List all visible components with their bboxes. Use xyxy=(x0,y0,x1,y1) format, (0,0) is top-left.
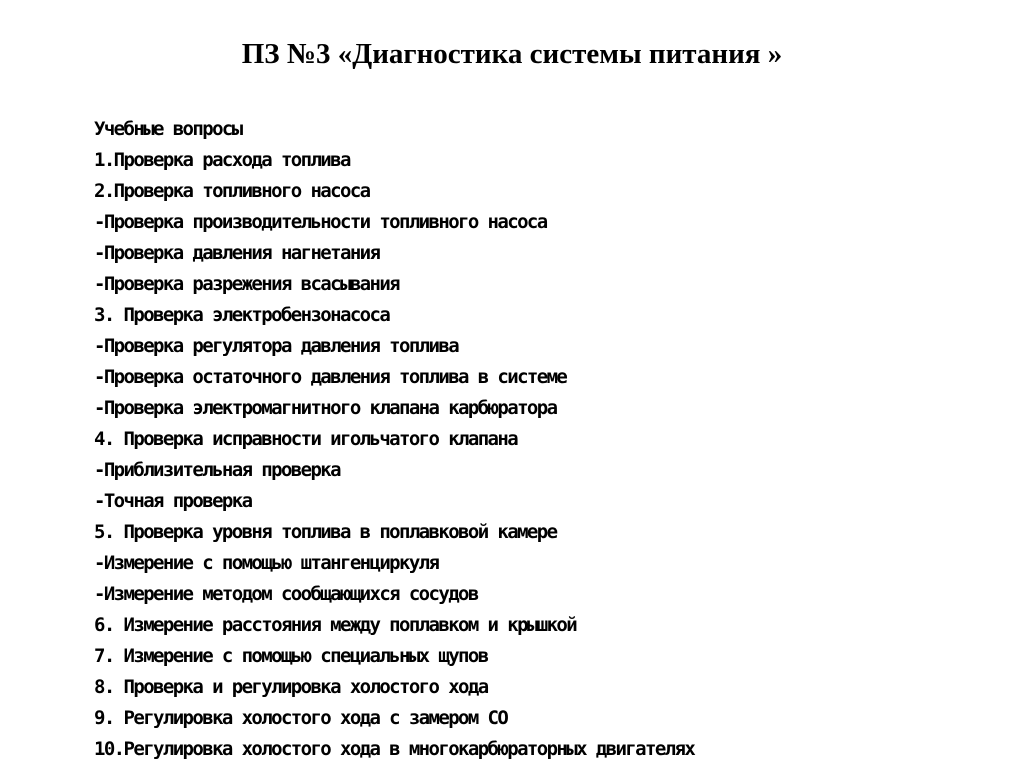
list-item: 3. Проверка электробензонасоса xyxy=(94,304,390,326)
list-item: -Измерение с помощью штангенциркуля xyxy=(94,552,439,574)
list-item: -Проверка разрежения всасывания xyxy=(94,273,400,295)
list-item: 5. Проверка уровня топлива в поплавковой камере xyxy=(94,521,557,543)
list-item: 4. Проверка исправности игольчатого клапана xyxy=(94,428,518,450)
list-item: 1.Проверка расхода топлива xyxy=(94,149,350,171)
list-item: -Приблизительная проверка xyxy=(94,459,340,481)
list-heading: Учебные вопросы xyxy=(94,118,242,140)
list-item: -Проверка производительности топливного насоса xyxy=(94,211,547,233)
list-item: 6. Измерение расстояния между поплавком и крышкой xyxy=(94,614,577,636)
topic-list xyxy=(94,114,994,765)
list-item: -Проверка регулятора давления топлива xyxy=(94,335,459,357)
list-item: 9. Регулировка холостого хода с замером СО xyxy=(94,707,508,729)
slide-title: ПЗ №3 «Диагностика системы питания » xyxy=(241,38,783,70)
list-item: 2.Проверка топливного насоса xyxy=(94,180,370,202)
list-item: -Измерение методом сообщающихся сосудов xyxy=(94,583,478,605)
list-item: 7. Измерение с помощью специальных щупов xyxy=(94,645,488,667)
list-item: -Точная проверка xyxy=(94,490,252,512)
list-item: -Проверка электромагнитного клапана карбюратора xyxy=(94,397,557,419)
list-item: -Проверка остаточного давления топлива в системе xyxy=(94,366,567,388)
list-item: -Проверка давления нагнетания xyxy=(94,242,380,264)
list-item: 10.Регулировка холостого хода в многокарбюраторных двигателях xyxy=(94,738,695,760)
list-item: 8. Проверка и регулировка холостого хода xyxy=(94,676,488,698)
